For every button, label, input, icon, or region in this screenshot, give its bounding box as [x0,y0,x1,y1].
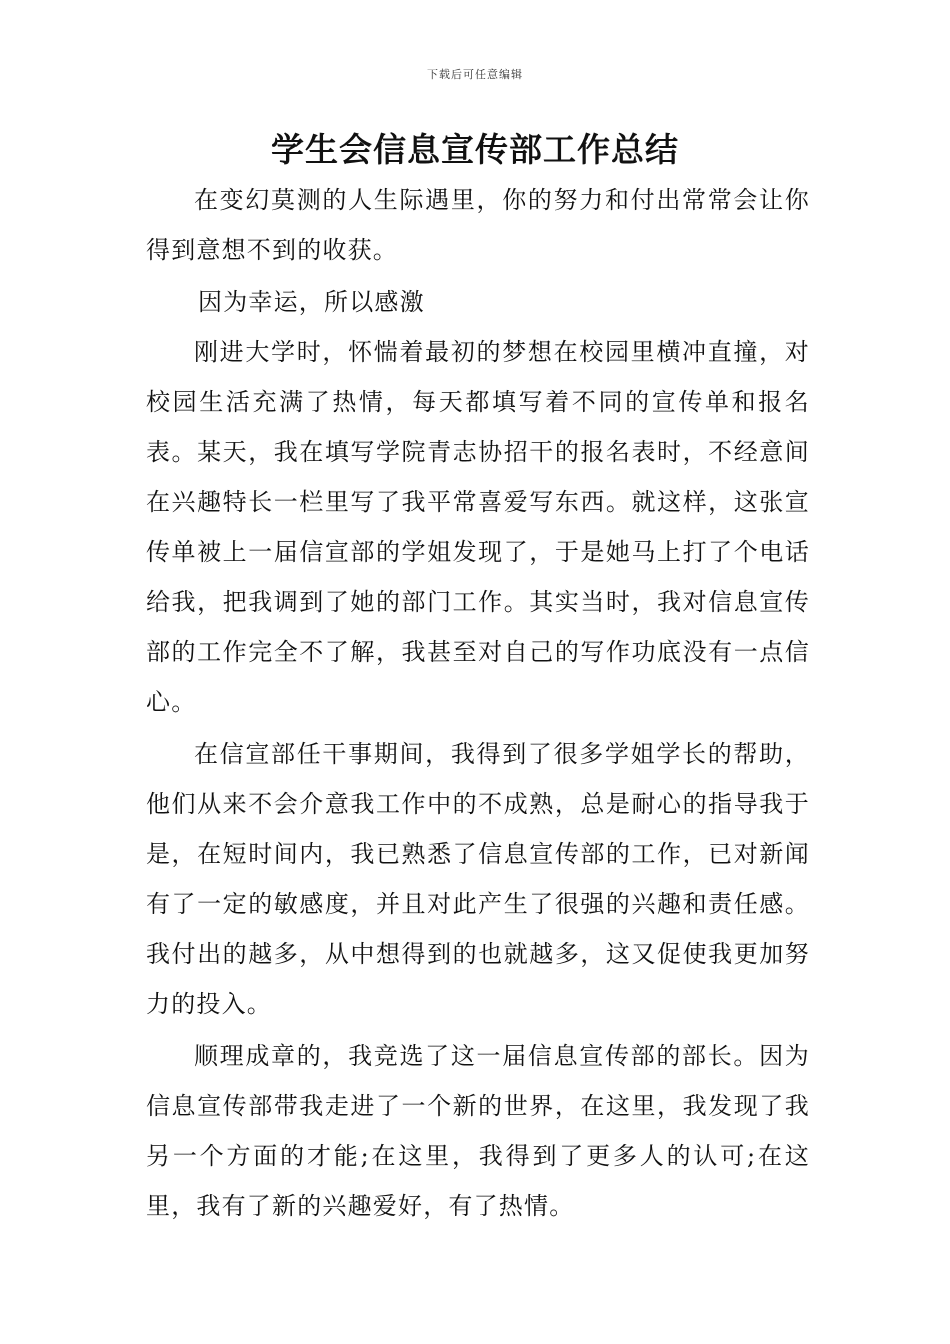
document-body [146,175,810,1233]
paragraph-subheading: 因为幸运，所以感激 [198,288,425,316]
header-note: 下载后可任意编辑 [427,68,523,81]
paragraph-first-year: 刚进大学时，怀惴着最初的梦想在校园里横冲直撞，对校园生活充满了热情，每天都填写着不同的宣传单和报名表。某天，我在填写学院青志协招干的报名表时，不经意间在兴趣特长一栏里写了我平常喜爱写东西。就这样，这张宣传单被上一届信宣部的学姐发现了，于是她马上打了个电话给我，把我调到了她的部门工作。其实当时，我对信息宣传部的工作完全不了解，我甚至对自己的写作功底没有一点信心。 [146,338,810,716]
document-title: 学生会信息宣传部工作总结 [271,130,679,169]
paragraph-staff-period: 在信宣部任干事期间，我得到了很多学姐学长的帮助，他们从来不会介意我工作中的不成熟，总是耐心的指导我于是，在短时间内，我已熟悉了信息宣传部的工作，已对新闻有了一定的敏感度，并且对此产生了很强的兴趣和责任感。我付出的越多，从中想得到的也就越多，这又促使我更加努力的投入。 [146,740,810,1018]
paragraph-intro: 在变幻莫测的人生际遇里，你的努力和付出常常会让你得到意想不到的收获。 [146,186,810,264]
paragraph-minister: 顺理成章的，我竞选了这一届信息宣传部的部长。因为信息宣传部带我走进了一个新的世界，在这里，我发现了我另一个方面的才能;在这里，我得到了更多人的认可;在这里，我有了新的兴趣爱好，有了热情。 [146,1042,810,1220]
